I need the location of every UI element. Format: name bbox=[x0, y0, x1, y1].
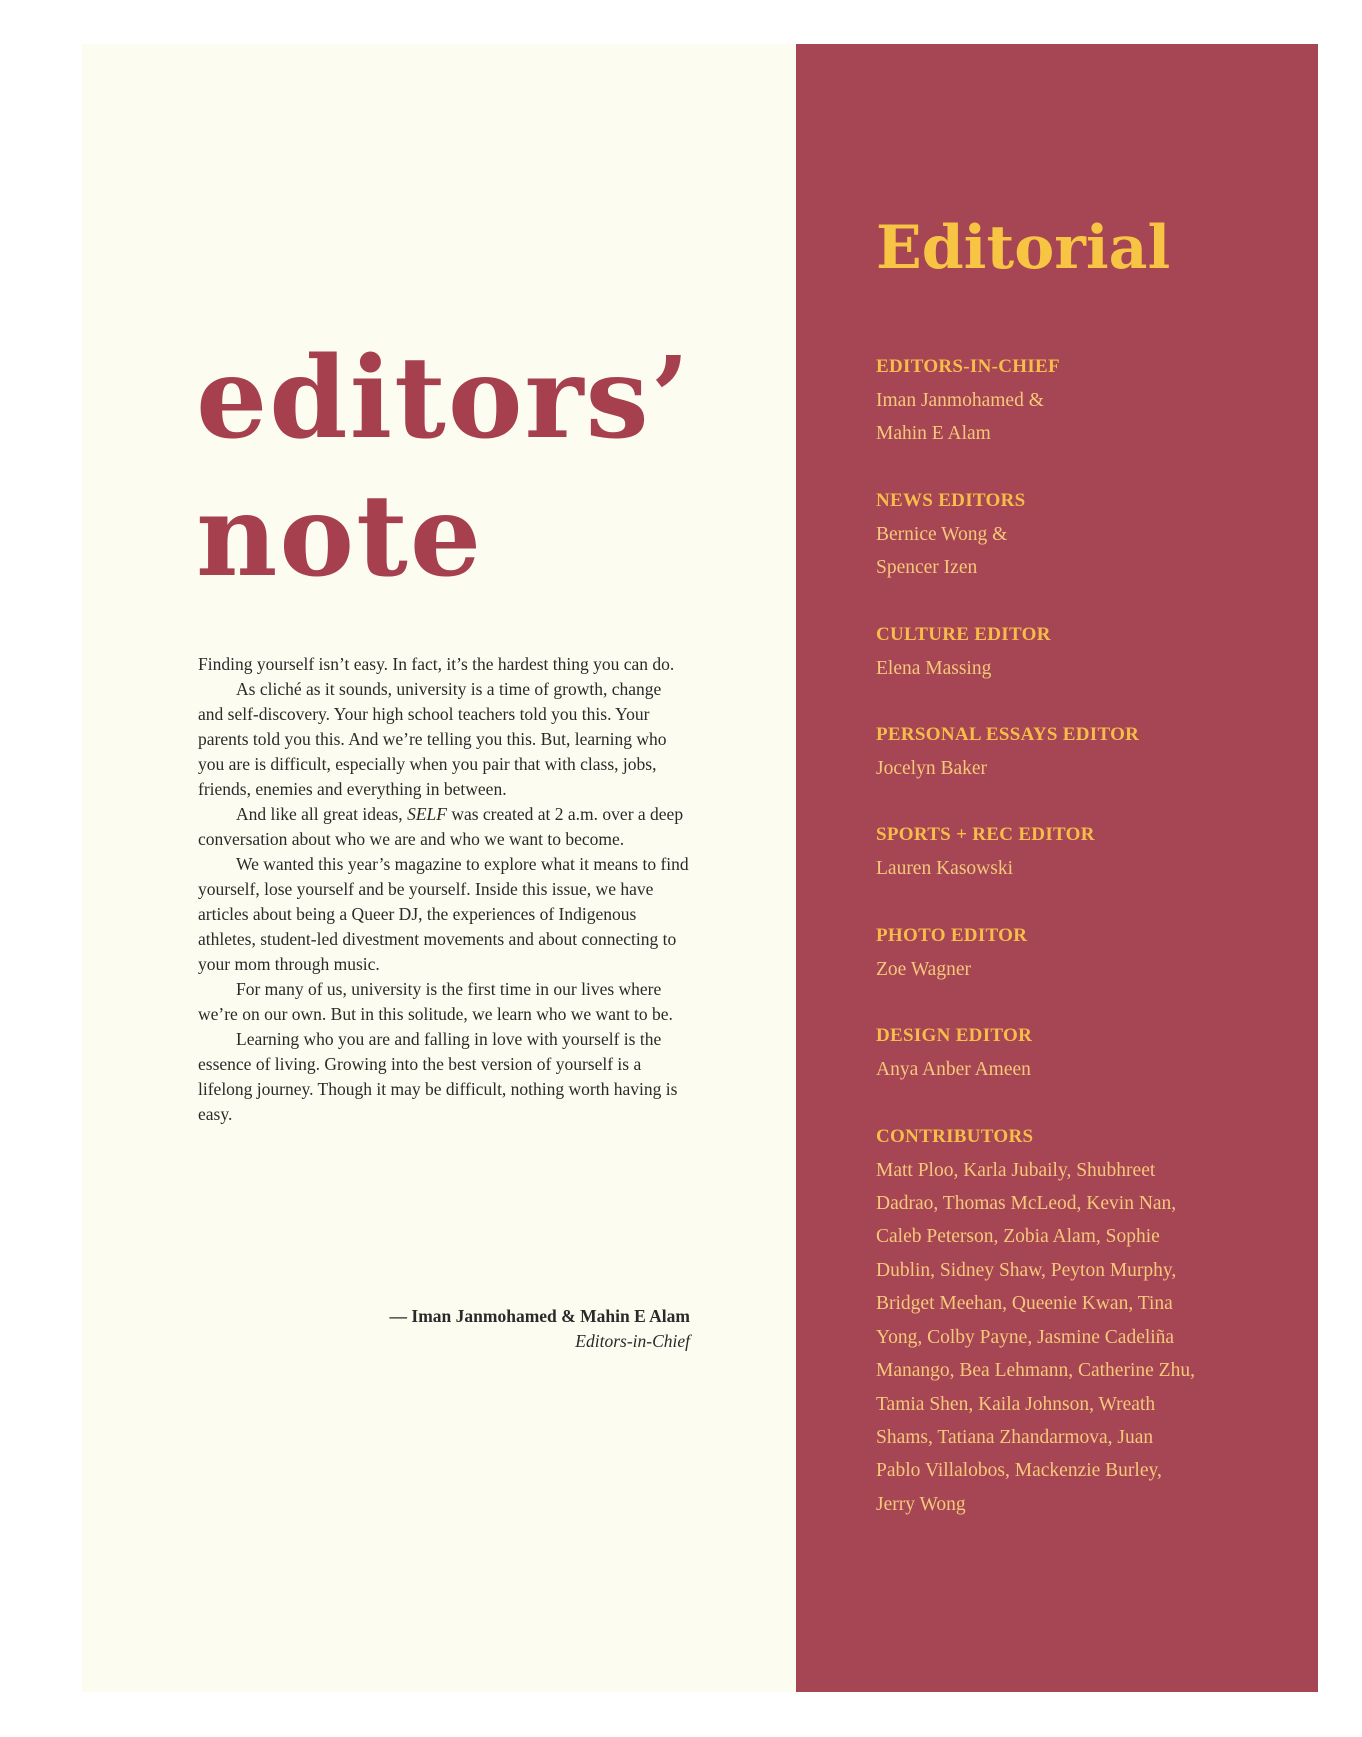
editorial-title: Editorial bbox=[876, 213, 1171, 283]
paragraph-3-start: And like all great ideas, bbox=[236, 804, 408, 824]
editors-note-title bbox=[196, 330, 692, 606]
masthead-section-design-editor bbox=[876, 1019, 1296, 1086]
masthead-names: Anya Anber Ameen bbox=[876, 1059, 1031, 1081]
magazine-name: SELF bbox=[407, 804, 447, 824]
masthead-heading: PERSONAL ESSAYS EDITOR bbox=[876, 724, 1140, 746]
paragraph-2: As cliché as it sounds, university is a time of growth, change and self-discovery. Your high school teachers told you this. Your parents told you this. And we’re telling you this. But, learning who you are is difficult, especially when you pair that with class, jobs, friends, enemies and everything in between. bbox=[198, 679, 667, 799]
masthead-section-personal-essays-editor bbox=[876, 718, 1296, 785]
masthead-section-culture-editor bbox=[876, 618, 1296, 685]
signature-names: — Iman Janmohamed & Mahin E Alam bbox=[389, 1306, 690, 1326]
masthead-names: Lauren Kasowski bbox=[876, 858, 1014, 880]
masthead-section-news-editors bbox=[876, 484, 1296, 585]
masthead-names: Elena Massing bbox=[876, 657, 992, 679]
masthead-heading: EDITORS-IN-CHIEF bbox=[876, 356, 1060, 377]
paragraph-6: Learning who you are and falling in love with yourself is the essence of living. Growing into the best version of yourself is a lifelong journey. Though it may be difficult, nothing worth having is easy. bbox=[198, 1029, 678, 1124]
masthead-names: Iman Janmohamed & Mahin E Alam bbox=[876, 390, 1044, 445]
title-line-2: note bbox=[196, 471, 484, 602]
signature-block bbox=[300, 1304, 690, 1354]
masthead-heading: CULTURE EDITOR bbox=[876, 623, 1051, 645]
signature-role: Editors-in-Chief bbox=[575, 1331, 690, 1351]
masthead-names: Zoe Wagner bbox=[876, 958, 971, 980]
masthead-list bbox=[876, 350, 1296, 1554]
masthead-names: Jocelyn Baker bbox=[876, 758, 988, 780]
paragraph-1: Finding yourself isn’t easy. In fact, it’s the hardest thing you can do. bbox=[198, 654, 675, 674]
masthead-heading: CONTRIBUTORS bbox=[876, 1125, 1034, 1147]
editors-note-body bbox=[198, 652, 690, 1127]
masthead-section-editors-in-chief bbox=[876, 350, 1296, 451]
paragraph-5: For many of us, university is the first time in our lives where we’re on our own. But in this solitude, we learn who we want to be. bbox=[198, 979, 673, 1024]
paragraph-3-end: was created at 2 a.m. over a deep conversation about who we are and who we want to become. bbox=[198, 804, 684, 849]
masthead-heading: NEWS EDITORS bbox=[876, 489, 1026, 511]
masthead-names: Bernice Wong & Spencer Izen bbox=[876, 523, 1008, 579]
masthead-heading: DESIGN EDITOR bbox=[876, 1025, 1033, 1047]
masthead-section-sports-rec-editor bbox=[876, 818, 1296, 885]
masthead-heading: PHOTO EDITOR bbox=[876, 924, 1028, 946]
masthead-section-photo-editor bbox=[876, 919, 1296, 986]
paragraph-3 bbox=[198, 802, 690, 852]
masthead-section-contributors bbox=[876, 1120, 1296, 1521]
title-line-1: editors’ bbox=[196, 333, 692, 464]
masthead-heading: SPORTS + REC EDITOR bbox=[876, 824, 1095, 846]
masthead-names: Matt Ploo, Karla Jubaily, Shubhreet Dadrao, Thomas McLeod, Kevin Nan, Caleb Peterson, Zobia Alam, Sophie Dublin, Sidney Shaw, Peyton Murphy, Bridget Meehan, Queenie Kwan, Tina Yong, Colby Payne, Jasmine Cadeliña Manango, Bea Lehmann, Catherine Zhu, Tamia Shen, Kaila Johnson, Wreath Shams, Tatiana Zhandarmova, Juan Pablo Villalobos, Mackenzie Burley, Jerry Wong bbox=[876, 1159, 1195, 1515]
paragraph-4: We wanted this year’s magazine to explore what it means to find yourself, lose yourself and be yourself. Inside this issue, we have articles about being a Queer DJ, the experiences of Indigenous athletes, student-led divestment movements and about connecting to your mom through music. bbox=[198, 854, 689, 974]
